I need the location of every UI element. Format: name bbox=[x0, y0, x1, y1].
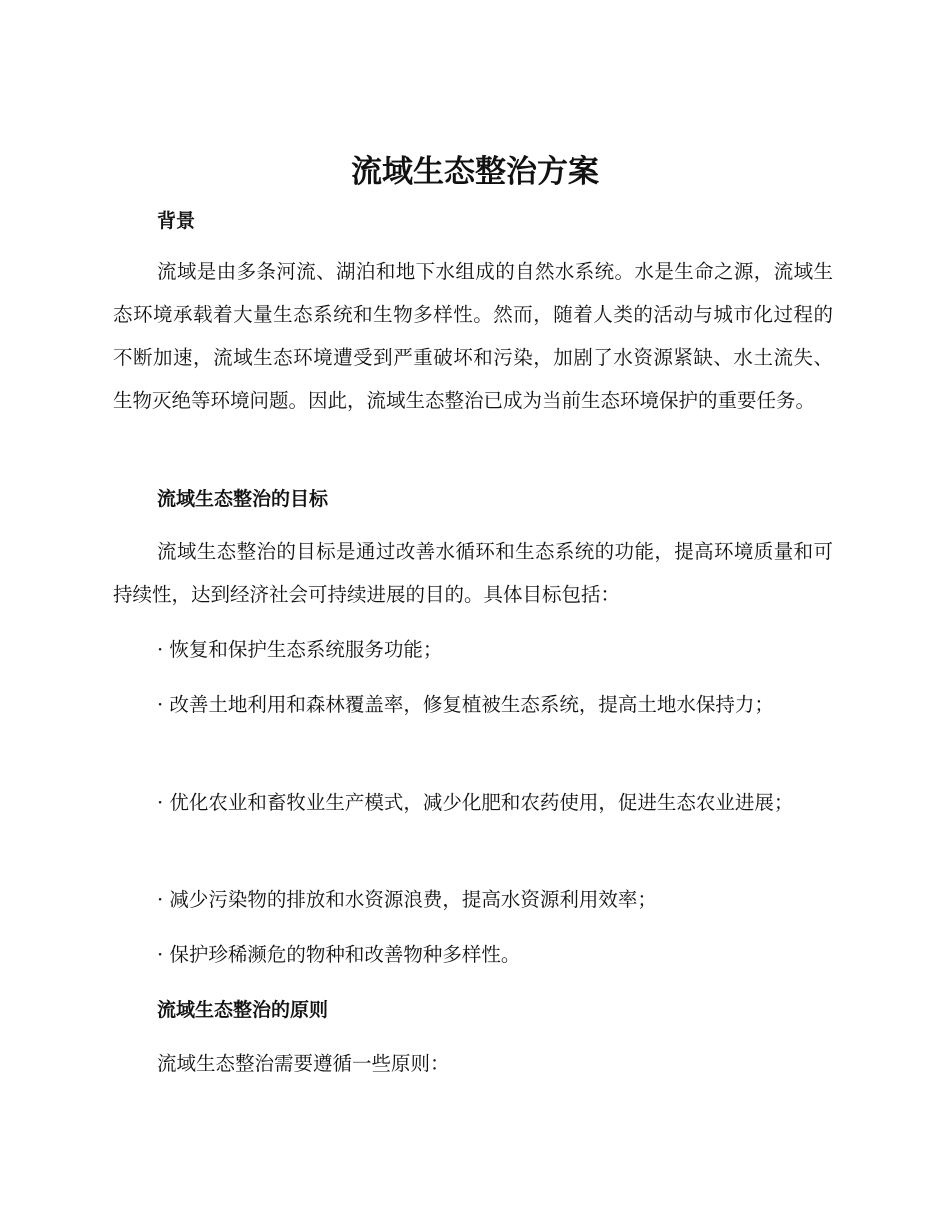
background-paragraph: 流域是由多条河流、湖泊和地下水组成的自然水系统。水是生命之源，流域生态环境承载着大量生态系统和生物多样性。然而，随着人类的活动与城市化过程的不断加速，流域生态环境遭受到严重破坏和污染，加剧了水资源紧缺、水土流失、生物灭绝等环境问题。因此，流域生态整治已成为当前生态环境保护的重要任务。 bbox=[113, 260, 833, 412]
goal-bullet-1: · 恢复和保护生态系统服务功能； bbox=[157, 638, 443, 661]
section-heading-goals: 流域生态整治的目标 bbox=[157, 488, 329, 510]
goal-bullet-2: · 改善土地利用和森林覆盖率，修复植被生态系统，提高土地水保持力； bbox=[157, 693, 774, 716]
goal-bullet-4: · 减少污染物的排放和水资源浪费，提高水资源利用效率； bbox=[157, 888, 657, 911]
section-heading-background: 背景 bbox=[157, 210, 196, 232]
principles-paragraph: 流域生态整治需要遵循一些原则： bbox=[157, 1052, 450, 1075]
goal-bullet-5: · 保护珍稀濒危的物种和改善物种多样性。 bbox=[157, 943, 521, 966]
section-heading-principles: 流域生态整治的原则 bbox=[157, 999, 329, 1021]
goals-paragraph: 流域生态整治的目标是通过改善水循环和生态系统的功能，提高环境质量和可持续性，达到经济社会可持续进展的目的。具体目标包括： bbox=[113, 540, 833, 606]
goal-bullet-3: · 优化农业和畜牧业生产模式，减少化肥和农药使用，促进生态农业进展； bbox=[157, 791, 794, 814]
document-title: 流域生态整治方案 bbox=[351, 154, 599, 190]
